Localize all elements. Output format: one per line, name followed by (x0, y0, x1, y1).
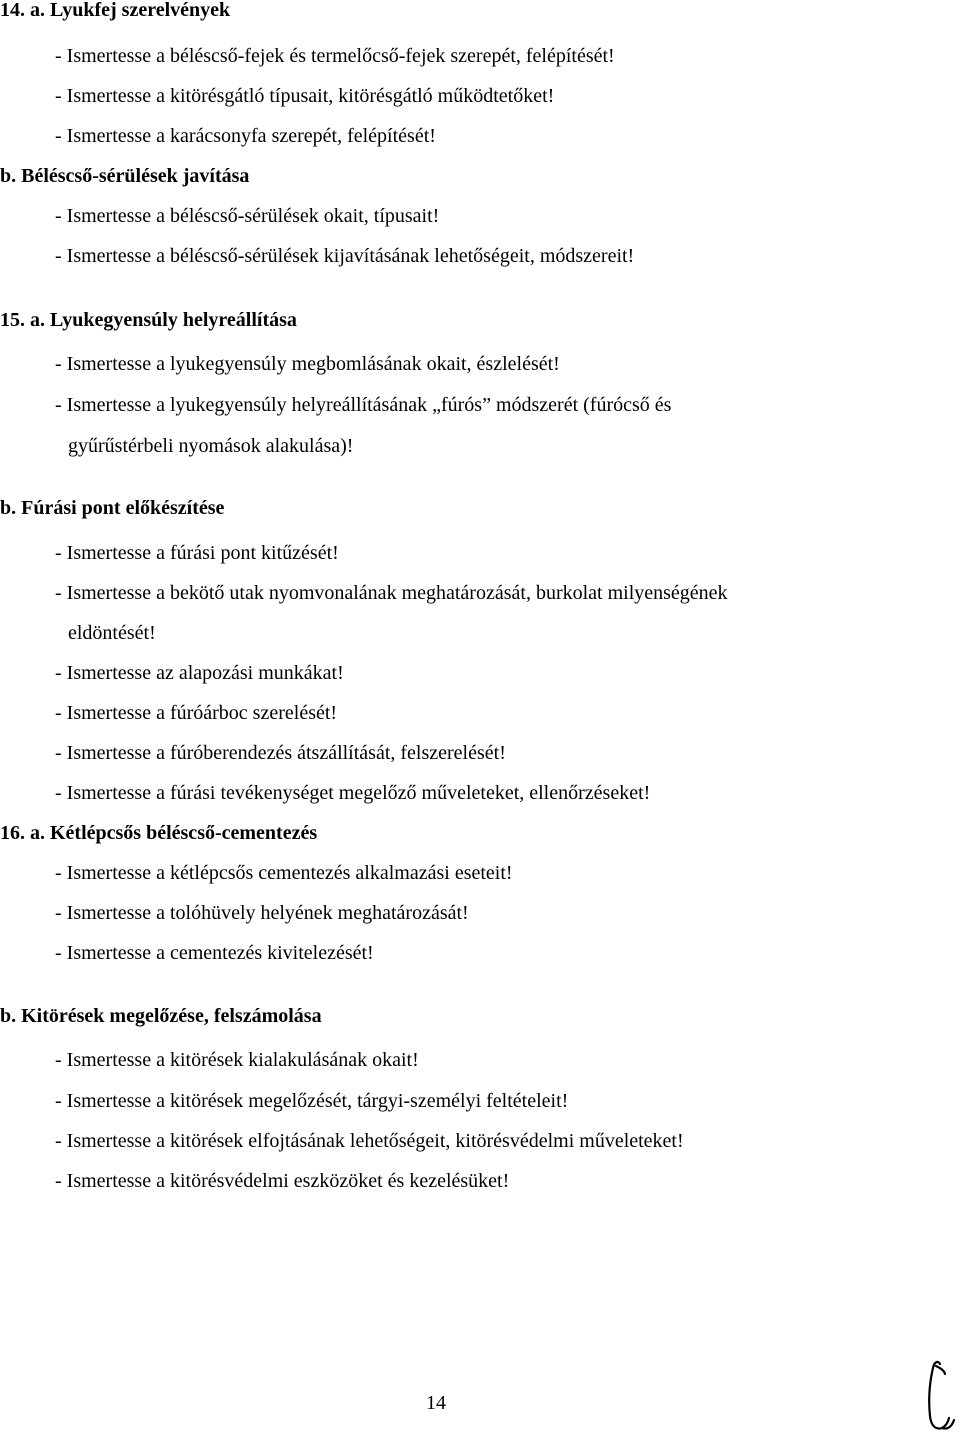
list-item: - Ismertesse a kitörések megelőzését, tárgyi-személyi feltételeit! (55, 1090, 569, 1112)
section-16a-heading: 16. a. Kétlépcsős béléscső-cementezés (0, 822, 318, 844)
list-item: - Ismertesse a fúróárboc szerelését! (55, 702, 338, 724)
section-16b-heading: b. Kitörések megelőzése, felszámolása (0, 1005, 322, 1027)
list-item: - Ismertesse a fúrási tevékenységet megelőző műveleteket, ellenőrzéseket! (55, 782, 651, 804)
list-item: - Ismertesse a fúróberendezés átszállítását, felszerelését! (55, 742, 506, 764)
list-item: - Ismertesse a kitörésvédelmi eszközöket és kezelésüket! (55, 1170, 510, 1192)
list-item-continuation: gyűrűstérbeli nyomások alakulása)! (68, 435, 354, 457)
list-item: - Ismertesse a tolóhüvely helyének meghatározását! (55, 902, 469, 924)
list-item: - Ismertesse a fúrási pont kitűzését! (55, 542, 339, 564)
section-15a-heading: 15. a. Lyukegyensúly helyreállítása (0, 309, 297, 331)
list-item: - Ismertesse a béléscső-sérülések okait, típusait! (55, 205, 440, 227)
list-item: - Ismertesse a kitörések kialakulásának okait! (55, 1049, 419, 1071)
list-item: - Ismertesse a karácsonyfa szerepét, felépítését! (55, 125, 436, 147)
list-item: - Ismertesse a cementezés kivitelezését! (55, 942, 374, 964)
list-item: - Ismertesse a béléscső-sérülések kijavításának lehetőségeit, módszereit! (55, 245, 635, 267)
handwritten-signature (918, 1358, 958, 1434)
list-item: - Ismertesse az alapozási munkákat! (55, 662, 344, 684)
list-item: - Ismertesse a kétlépcsős cementezés alkalmazási eseteit! (55, 862, 513, 884)
section-15b-heading: b. Fúrási pont előkészítése (0, 497, 225, 519)
list-item: - Ismertesse a bekötő utak nyomvonalának meghatározását, burkolat milyenségének (55, 582, 728, 604)
list-item: - Ismertesse a béléscső-fejek és termelőcső-fejek szerepét, felépítését! (55, 45, 615, 67)
page-number: 14 (426, 1392, 446, 1414)
list-item: - Ismertesse a lyukegyensúly megbomlásának okait, észlelését! (55, 353, 560, 375)
list-item: - Ismertesse a kitörések elfojtásának lehetőségeit, kitörésvédelmi műveleteket! (55, 1130, 684, 1152)
list-item: - Ismertesse a kitörésgátló típusait, kitörésgátló működtetőket! (55, 85, 555, 107)
section-14b-heading: b. Béléscső-sérülések javítása (0, 165, 250, 187)
list-item-continuation: eldöntését! (68, 622, 156, 644)
list-item: - Ismertesse a lyukegyensúly helyreállításának „fúrós” módszerét (fúrócső és (55, 394, 672, 416)
section-14a-heading: 14. a. Lyukfej szerelvények (0, 0, 231, 21)
